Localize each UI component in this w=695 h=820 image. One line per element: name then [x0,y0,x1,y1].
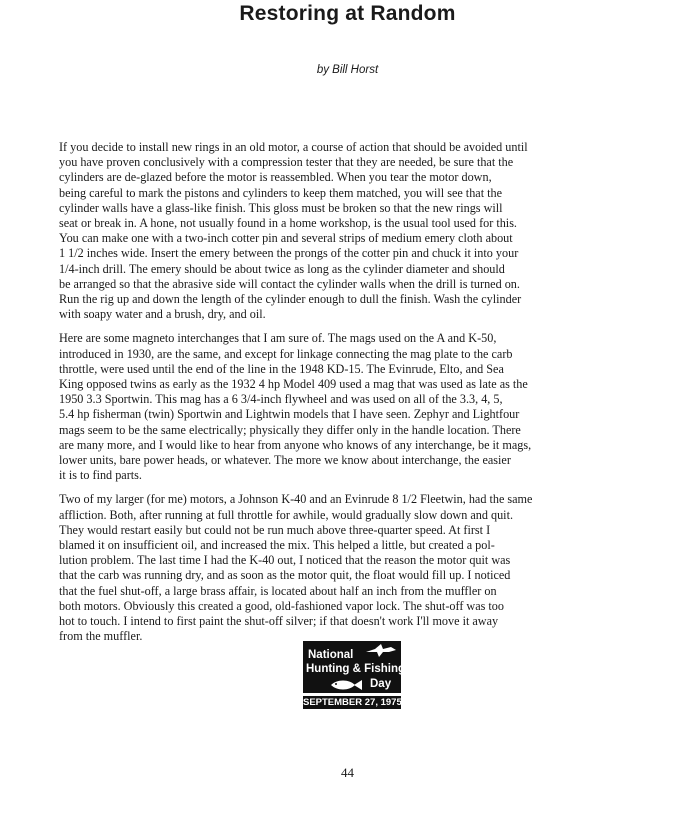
text-line: are many more, and I would like to hear from anyone who knows of any interchange, be it mags, [59,437,532,452]
logo-line-national: National [308,649,354,661]
text-line: 1950 3.3 Sportwin. This mag has a 6 3/4-inch flywheel and was used on all of the 3.3, 4, 5, [59,392,503,407]
text-line: introduced in 1930, are the same, and except for linkage connecting the mag plate to the carb [59,346,513,361]
paragraph [59,331,649,483]
text-line: Here are some magneto interchanges that I am sure of. The mags used on the A and K-50, [59,331,497,346]
paragraph [59,492,649,644]
logo-date: SEPTEMBER 27, 1975 [303,697,402,708]
text-line: They would restart easily but could not be run much above three-quarter speed. At first I [59,522,491,537]
text-line: be arranged so that the abrasive side will contact the cylinder walls when the drill is turned on. [59,276,520,291]
text-line: lower units, bare power heads, or whatever. The more we know about interchange, the easier [59,453,511,468]
text-line: you have proven conclusively with a compression tester that they are needed, be sure that the [59,155,514,170]
text-line: with soapy water and a brush, dry, and oil. [59,307,266,322]
text-line: it is to find parts. [59,468,142,483]
text-line: You can make one with a two-inch cotter pin and several strips of medium emery cloth about [59,231,513,246]
logo-line-hunting-fishing: Hunting & Fishing [306,663,406,675]
text-line: mags seem to be the same electrically; physically they differ only in the handle location. There [59,422,521,437]
byline: by Bill Horst [316,64,379,76]
text-line: that the carb was running dry, and as soon as the motor quit, the float would fill up. I noticed [59,568,511,583]
text-line: being careful to mark the pistons and cylinders to keep them matched, you will see that the [59,185,503,200]
page-number: 44 [341,765,354,780]
text-line: throttle, were used until the end of the line in the 1948 KD-15. The Evinrude, Elto, and Sea [59,361,504,376]
text-line: Run the rig up and down the length of the cylinder enough to dull the finish. Wash the cylinder [59,292,522,307]
text-line: Two of my larger (for me) motors, a Johnson K-40 and an Evinrude 8 1/2 Fleetwin, had the same [59,492,533,507]
text-line: affliction. Both, after running at full throttle for awhile, would gradually slow down and quit. [59,507,514,522]
text-line: from the muffler. [59,629,143,644]
national-hunting-fishing-day-logo [303,641,406,709]
text-line: cylinders are de-glazed before the motor is reassembled. When you tear the motor down, [59,170,492,185]
text-line: blamed it on insufficient oil, and increased the mix. This helped a little, but created a pol- [59,538,495,553]
text-line: King opposed twins as early as the 1932 4 hp Model 409 used a mag that was used as late as the [59,377,528,392]
text-line: hot to touch. I intend to first paint the shut-off silver; if that doesn't work I'll move it away [59,614,499,629]
text-line: cylinder walls have a glass-like finish. This gloss must be broken so that the new rings will [59,200,503,215]
page-title: Restoring at Random [239,2,456,25]
paragraph [59,140,649,322]
text-line: 5.4 hp fisherman (twin) Sportwin and Lightwin models that I have seen. Zephyr and Lightfour [59,407,520,422]
article-body [59,140,649,654]
text-line: 1/4-inch drill. The emery should be about twice as long as the cylinder diameter and should [59,261,505,276]
text-line: both motors. Obviously this created a good, old-fashioned vapor lock. The shut-off was too [59,598,504,613]
duck-icon [365,643,397,664]
fish-icon [329,678,363,697]
text-line: that the fuel shut-off, a large brass affair, is located about half an inch from the muffler on [59,583,497,598]
text-line: 1 1/2 inches wide. Insert the emery between the prongs of the cotter pin and chuck it into your [59,246,519,261]
text-line: If you decide to install new rings in an old motor, a course of action that should be avoided until [59,140,528,154]
logo-line-day: Day [370,678,392,690]
logo-panel [303,641,406,693]
text-line: seat or break in. A hone, not usually found in a home workshop, is the usual tool used for this. [59,216,517,231]
text-line: lution problem. The last time I had the K-40 out, I noticed that the reason the motor quit was [59,553,511,568]
